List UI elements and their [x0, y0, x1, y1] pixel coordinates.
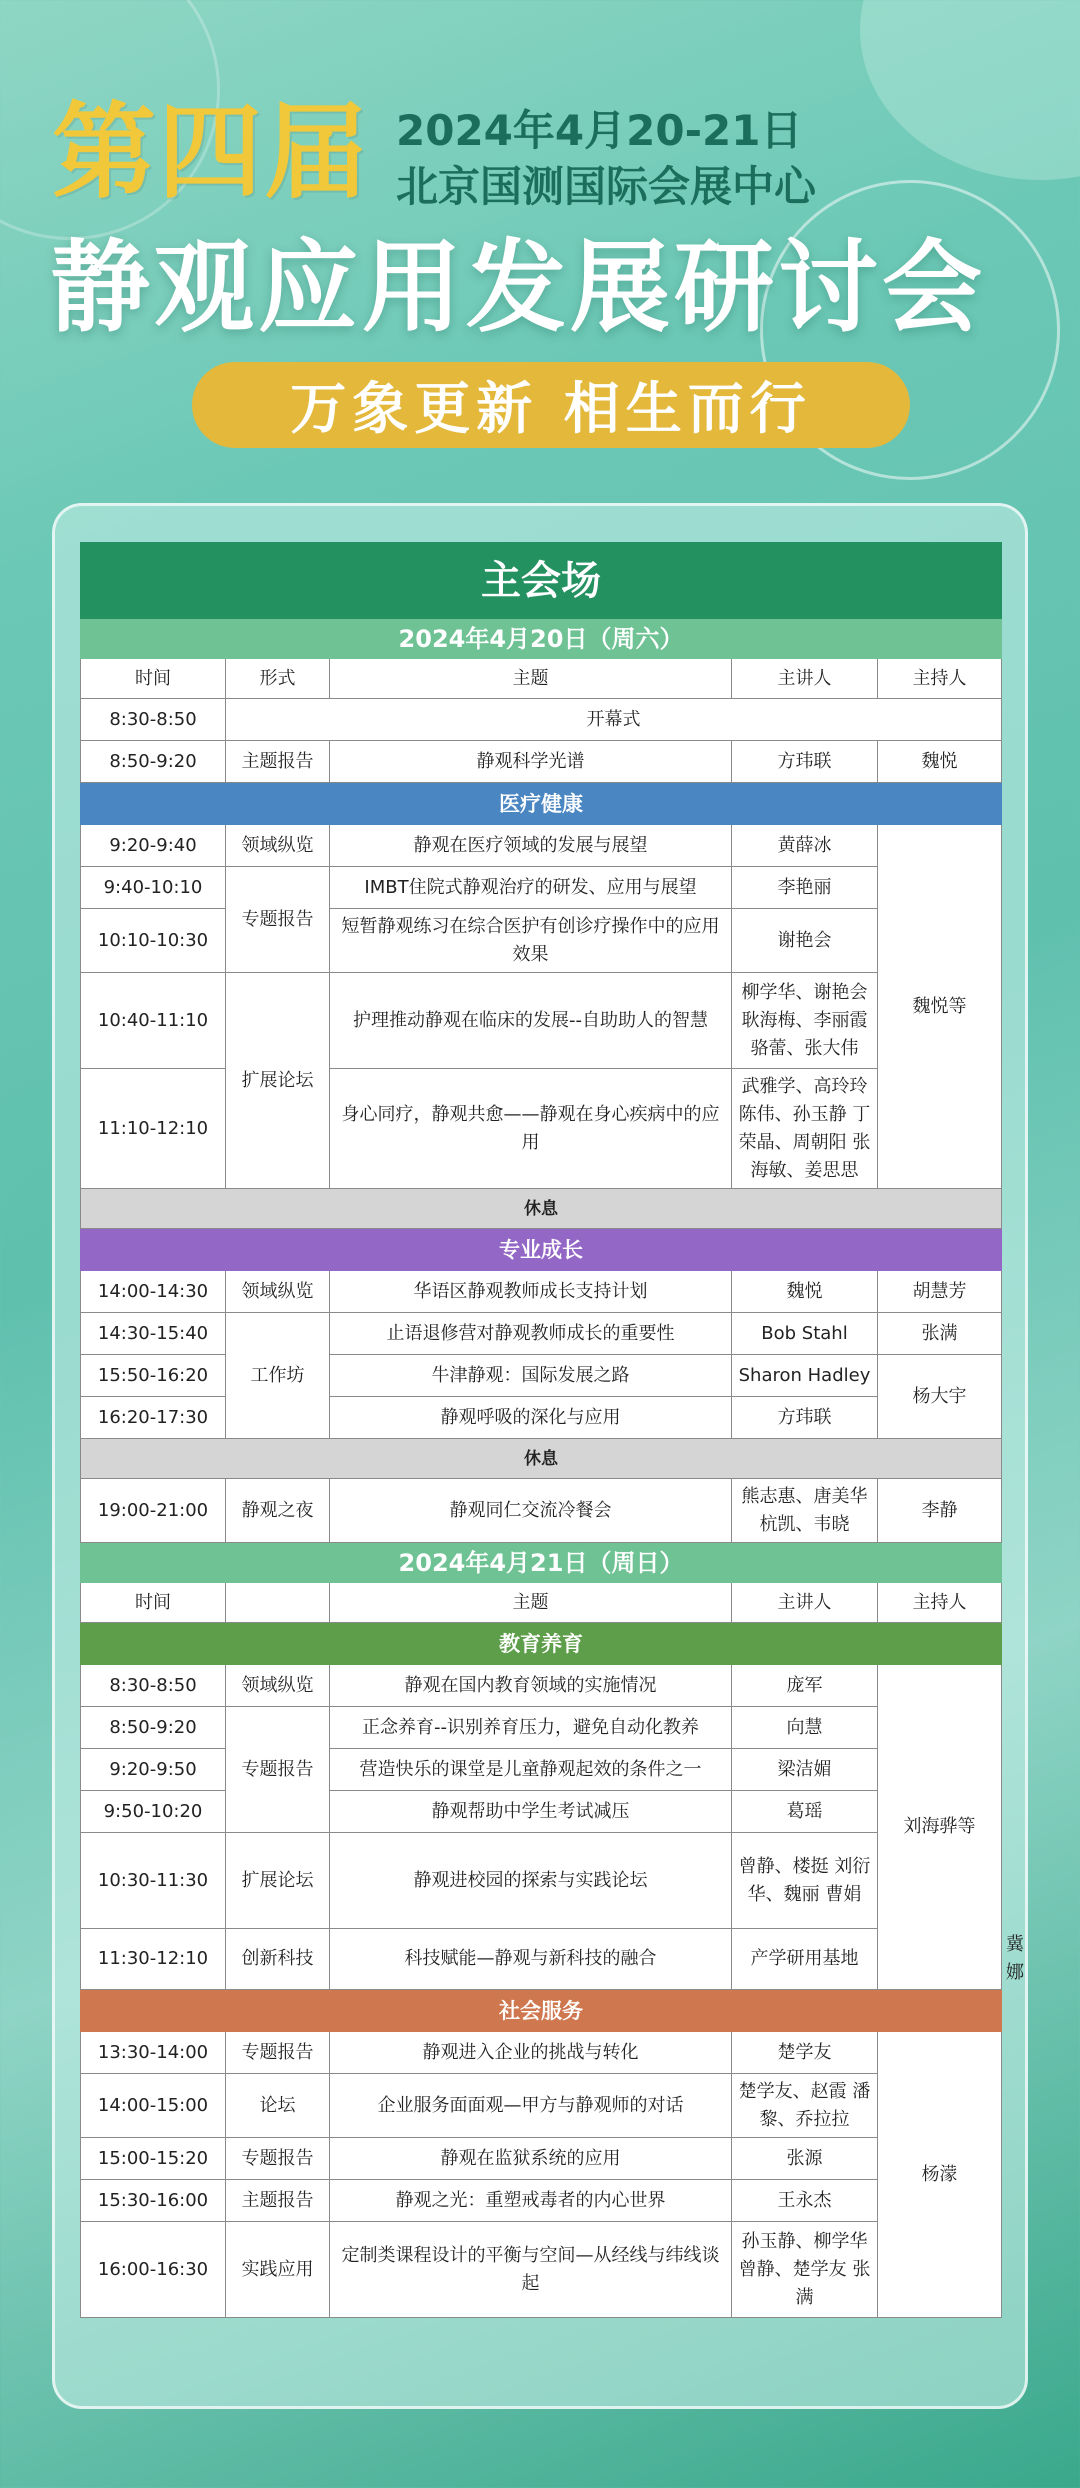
- cell-format: 专题报告: [226, 867, 330, 973]
- cell-topic: 静观帮助中学生考试减压: [330, 1791, 732, 1833]
- table-row: [81, 741, 1002, 783]
- table-row: [81, 2074, 1002, 2138]
- cell-speaker: 孙玉静、柳学华 曾静、楚学友 张满: [732, 2222, 878, 2318]
- cell-topic: 企业服务面面观—甲方与静观师的对话: [330, 2074, 732, 2138]
- table-row: [81, 973, 1002, 1069]
- cell-host: 魏悦: [878, 741, 1002, 783]
- table-row: [81, 1665, 1002, 1707]
- poster-header: [0, 0, 1080, 500]
- break-row: [81, 1189, 1002, 1229]
- table-row: [81, 1397, 1002, 1439]
- cell-speaker: 向慧: [732, 1707, 878, 1749]
- cell-host: 胡慧芳: [878, 1271, 1002, 1313]
- cell-topic: 正念养育--识别养育压力，避免自动化教养: [330, 1707, 732, 1749]
- table-row: [81, 1355, 1002, 1397]
- cell-topic: 身心同疗，静观共愈——静观在身心疾病中的应用: [330, 1069, 732, 1189]
- cell-time: 9:20-9:50: [81, 1749, 226, 1791]
- cell-time: 14:30-15:40: [81, 1313, 226, 1355]
- table-title: 主会场: [81, 543, 1002, 619]
- cell-speaker: 谢艳会: [732, 909, 878, 973]
- cell-host: 魏悦等: [878, 825, 1002, 1189]
- schedule-table: [80, 542, 1002, 2318]
- table-row: [81, 2032, 1002, 2074]
- cell-format: 论坛: [226, 2074, 330, 2138]
- cell-speaker: 方玮联: [732, 1397, 878, 1439]
- table-row: [81, 2138, 1002, 2180]
- cell-speaker: 梁洁媚: [732, 1749, 878, 1791]
- cell-time: 9:40-10:10: [81, 867, 226, 909]
- header-row: [81, 659, 1002, 699]
- cell-host: 杨大宇: [878, 1355, 1002, 1439]
- cell-time: 14:00-14:30: [81, 1271, 226, 1313]
- cell-topic: 静观在国内教育领域的实施情况: [330, 1665, 732, 1707]
- section-row: [81, 1623, 1002, 1665]
- cell-time: 10:30-11:30: [81, 1833, 226, 1929]
- table-row: [81, 1833, 1002, 1929]
- table-row: [81, 1271, 1002, 1313]
- break-label: 休息: [81, 1439, 1002, 1479]
- table-row: [81, 1069, 1002, 1189]
- cell-topic: 科技赋能—静观与新科技的融合: [330, 1929, 732, 1990]
- cell-host: 刘海骅等: [878, 1665, 1002, 1990]
- column-header: 主持人: [878, 1583, 1002, 1623]
- day-row: [81, 619, 1002, 659]
- cell-topic: 静观科学光谱: [330, 741, 732, 783]
- cell-topic: 静观同仁交流冷餐会: [330, 1479, 732, 1543]
- column-header: 主讲人: [732, 659, 878, 699]
- table-row: [81, 699, 1002, 741]
- table-row: [81, 1479, 1002, 1543]
- cell-format: 主题报告: [226, 2180, 330, 2222]
- cell-format: 主题报告: [226, 741, 330, 783]
- cell-format: 领域纵览: [226, 1271, 330, 1313]
- cell-speaker: Bob Stahl: [732, 1313, 878, 1355]
- cell-time: 15:30-16:00: [81, 2180, 226, 2222]
- table-row: [81, 1929, 1002, 1990]
- event-title: 静观应用发展研讨会: [50, 229, 986, 346]
- schedule-table-container: [80, 542, 1001, 2318]
- table-row: [81, 909, 1002, 973]
- cell-speaker: 武雅学、高玲玲 陈伟、孙玉静 丁荣晶、周朝阳 张海敏、姜思思: [732, 1069, 878, 1189]
- cell-time: 16:20-17:30: [81, 1397, 226, 1439]
- cell-time: 8:50-9:20: [81, 741, 226, 783]
- cell-time: 8:30-8:50: [81, 699, 226, 741]
- column-header: 时间: [81, 1583, 226, 1623]
- cell-format: 扩展论坛: [226, 1833, 330, 1929]
- cell-topic: 静观在监狱系统的应用: [330, 2138, 732, 2180]
- table-row: [81, 867, 1002, 909]
- column-header: 主题: [330, 659, 732, 699]
- table-row: [81, 1313, 1002, 1355]
- cell-format: 领域纵览: [226, 825, 330, 867]
- column-header: 主讲人: [732, 1583, 878, 1623]
- cell-time: 9:50-10:20: [81, 1791, 226, 1833]
- cell-topic: 静观进入企业的挑战与转化: [330, 2032, 732, 2074]
- cell-speaker: 王永杰: [732, 2180, 878, 2222]
- cell-speaker: 柳学华、谢艳会 耿海梅、李丽霞 骆蕾、张大伟: [732, 973, 878, 1069]
- section-row: [81, 1990, 1002, 2032]
- cell-speaker: 产学研用基地: [732, 1929, 878, 1990]
- column-header: 主题: [330, 1583, 732, 1623]
- section-medical: 医疗健康: [81, 783, 1002, 825]
- cell-time: 11:10-12:10: [81, 1069, 226, 1189]
- cell-topic: 开幕式: [226, 699, 1002, 741]
- cell-speaker: 李艳丽: [732, 867, 878, 909]
- section-edu: 教育养育: [81, 1623, 1002, 1665]
- header-row: [81, 1583, 1002, 1623]
- table-row: [81, 1749, 1002, 1791]
- cell-time: 9:20-9:40: [81, 825, 226, 867]
- day-row: [81, 1543, 1002, 1583]
- cell-speaker: Sharon Hadley: [732, 1355, 878, 1397]
- cell-format: 工作坊: [226, 1313, 330, 1439]
- event-date: 2024年4月20-21日: [396, 106, 803, 155]
- slogan-badge: 万象更新 相生而行: [192, 362, 910, 448]
- cell-host: 李静: [878, 1479, 1002, 1543]
- cell-topic: 定制类课程设计的平衡与空间—从经线与纬线谈起: [330, 2222, 732, 2318]
- cell-speaker: 葛瑶: [732, 1791, 878, 1833]
- cell-topic: 静观之光：重塑戒毒者的内心世界: [330, 2180, 732, 2222]
- section-growth: 专业成长: [81, 1229, 1002, 1271]
- break-label: 休息: [81, 1189, 1002, 1229]
- section-row: [81, 783, 1002, 825]
- cell-time: 19:00-21:00: [81, 1479, 226, 1543]
- cell-time: 16:00-16:30: [81, 2222, 226, 2318]
- table-row: [81, 1707, 1002, 1749]
- table-row: [81, 2180, 1002, 2222]
- cell-speaker: 熊志惠、唐美华 杭凯、韦晓: [732, 1479, 878, 1543]
- cell-speaker: 曾静、楼挺 刘衍华、魏丽 曹娟: [732, 1833, 878, 1929]
- cell-speaker: 庞军: [732, 1665, 878, 1707]
- cell-speaker: 黄薛冰: [732, 825, 878, 867]
- cell-time: 15:50-16:20: [81, 1355, 226, 1397]
- table-row: [81, 825, 1002, 867]
- cell-format: 专题报告: [226, 1707, 330, 1833]
- cell-topic: 牛津静观：国际发展之路: [330, 1355, 732, 1397]
- cell-time: 14:00-15:00: [81, 2074, 226, 2138]
- cell-time: 15:00-15:20: [81, 2138, 226, 2180]
- cell-topic: 静观进校园的探索与实践论坛: [330, 1833, 732, 1929]
- cell-format: 专题报告: [226, 2138, 330, 2180]
- cell-time: 8:30-8:50: [81, 1665, 226, 1707]
- table-title-row: [81, 543, 1002, 619]
- column-header: [226, 1583, 330, 1623]
- cell-topic: 护理推动静观在临床的发展--自助助人的智慧: [330, 973, 732, 1069]
- event-venue: 北京国测国际会展中心: [396, 162, 817, 211]
- cell-time: 8:50-9:20: [81, 1707, 226, 1749]
- break-row: [81, 1439, 1002, 1479]
- cell-time: 13:30-14:00: [81, 2032, 226, 2074]
- cell-speaker: 楚学友: [732, 2032, 878, 2074]
- cell-format: 扩展论坛: [226, 973, 330, 1189]
- day1-label: 2024年4月20日（周六）: [81, 619, 1002, 659]
- cell-topic: IMBT住院式静观治疗的研发、应用与展望: [330, 867, 732, 909]
- cell-topic: 营造快乐的课堂是儿童静观起效的条件之一: [330, 1749, 732, 1791]
- cell-time: 11:30-12:10: [81, 1929, 226, 1990]
- cell-time: 10:10-10:30: [81, 909, 226, 973]
- cell-format: 实践应用: [226, 2222, 330, 2318]
- cell-speaker: 张源: [732, 2138, 878, 2180]
- cell-speaker: 魏悦: [732, 1271, 878, 1313]
- cell-format: 领域纵览: [226, 1665, 330, 1707]
- column-header: 主持人: [878, 659, 1002, 699]
- cell-format: 静观之夜: [226, 1479, 330, 1543]
- column-header: 时间: [81, 659, 226, 699]
- cell-topic: 短暂静观练习在综合医护有创诊疗操作中的应用效果: [330, 909, 732, 973]
- cell-speaker: 方玮联: [732, 741, 878, 783]
- cell-topic: 静观在医疗领域的发展与展望: [330, 825, 732, 867]
- cell-speaker: 楚学友、赵霞 潘黎、乔拉拉: [732, 2074, 878, 2138]
- column-header: 形式: [226, 659, 330, 699]
- cell-topic: 华语区静观教师成长支持计划: [330, 1271, 732, 1313]
- cell-topic: 止语退修营对静观教师成长的重要性: [330, 1313, 732, 1355]
- day2-label: 2024年4月21日（周日）: [81, 1543, 1002, 1583]
- edition-label: 第四届: [52, 91, 371, 213]
- table-row: [81, 2222, 1002, 2318]
- cell-format: 专题报告: [226, 2032, 330, 2074]
- cell-host: 杨濛: [878, 2032, 1002, 2318]
- table-row: [81, 1791, 1002, 1833]
- cell-host: 张满: [878, 1313, 1002, 1355]
- section-social: 社会服务: [81, 1990, 1002, 2032]
- cell-topic: 静观呼吸的深化与应用: [330, 1397, 732, 1439]
- section-row: [81, 1229, 1002, 1271]
- cell-time: 10:40-11:10: [81, 973, 226, 1069]
- cell-format: 创新科技: [226, 1929, 330, 1990]
